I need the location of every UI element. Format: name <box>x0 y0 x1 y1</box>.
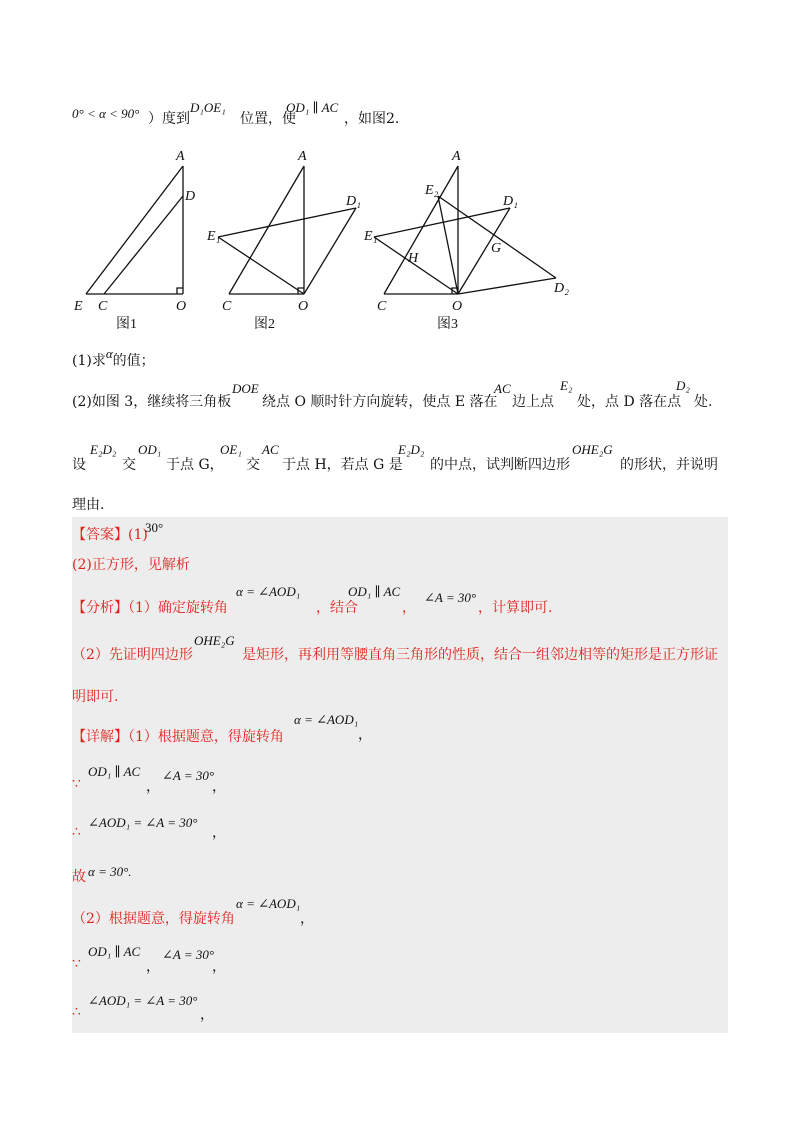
analysis-p2-b: 是矩形，再利用等腰直角三角形的性质，结合一组邻边相等的矩形是正方形证 <box>242 647 718 663</box>
detail-comma-7: ， <box>212 959 226 975</box>
figure-2-lines <box>218 166 356 294</box>
q2-l2-text-3: 于点 G， <box>166 457 224 473</box>
detail-label: 【详解】（1）根据题意，得旋转角 <box>72 729 284 745</box>
q2-d2: D₂ <box>676 378 690 393</box>
intro-text-2: 位置，使 <box>240 111 296 127</box>
analysis-label: 【分析】（1）确定旋转角 <box>72 600 228 616</box>
fig3-point-a: A <box>452 149 461 164</box>
detail-comma-4: ， <box>212 825 226 841</box>
q2-ac-2: AC <box>262 442 279 457</box>
fig3-point-d1: D₁ <box>503 194 518 209</box>
fig3-point-c: C <box>377 299 387 314</box>
fig2-point-o: O <box>298 299 309 314</box>
q2-l2-text-1: 设 <box>72 457 86 473</box>
parallel-condition: OD₁ ∥ AC <box>286 100 339 115</box>
detail-comma-2: ， <box>146 779 160 795</box>
detail-eq-7: OD₁ ∥ AC <box>88 944 141 959</box>
detail-eq-2: OD₁ ∥ AC <box>88 764 141 779</box>
q2-od1: OD₁ <box>138 442 162 457</box>
therefore-1: ∴ <box>72 824 81 840</box>
fig1-point-e: E <box>74 299 83 314</box>
analysis-text-2: ， <box>402 600 416 616</box>
fig2-point-d1: D₁ <box>346 194 361 209</box>
question-1 <box>72 346 155 370</box>
analysis-eq-2: OD₁ ∥ AC <box>348 584 401 599</box>
q2-l3-text: 理由. <box>72 497 105 513</box>
fig1-point-o: O <box>176 299 187 314</box>
q2-text-4: 处，点 D 落在点 <box>577 394 682 410</box>
fig1-point-c: C <box>98 299 108 314</box>
fig3-point-e2: E₂ <box>425 183 439 198</box>
q2-text-3: 边上点 <box>512 394 554 410</box>
fig2-point-e1: E₁ <box>207 229 221 244</box>
fig3-point-d2: D₂ <box>554 281 569 296</box>
fig2-point-a: A <box>298 149 307 164</box>
q2-triangle: DOE <box>232 381 259 396</box>
q2-l2-text-4: 交 <box>246 457 260 473</box>
fig3-point-g: G <box>491 241 502 256</box>
q2-e2: E₂ <box>560 378 573 393</box>
fig1-point-a: A <box>176 149 185 164</box>
q2-quad: OHE₂G <box>572 442 613 457</box>
analysis-text-1: ，结合 <box>316 600 358 616</box>
q2-oe1: OE₁ <box>220 442 242 457</box>
detail-eq-1: α = ∠AOD₁ <box>294 712 359 727</box>
detail-comma-3: ， <box>212 779 226 795</box>
rotated-triangle: D₁OE₁ <box>190 100 226 115</box>
detail-eq-4: ∠AOD₁ = ∠A = 30° <box>88 815 198 830</box>
fig3-caption: 图3 <box>437 317 458 332</box>
q2-e2d2-b: E₂D₂ <box>398 442 425 457</box>
geometry-figures <box>60 140 580 340</box>
q2-text-1: (2)如图 3，继续将三角板 <box>72 394 232 410</box>
figure-3-lines <box>374 166 556 294</box>
because-1: ∵ <box>72 776 81 792</box>
analysis-text-3: ，计算即可. <box>478 600 553 616</box>
intro-text-3: ，如图2. <box>344 111 400 127</box>
q2-l2-text-5: 于点 H，若点 G 是 <box>282 457 403 473</box>
detail-p2: （2）根据题意，得旋转角 <box>72 911 235 927</box>
q2-ac: AC <box>494 381 511 396</box>
q2-e2d2: E₂D₂ <box>90 442 117 457</box>
intro-text-1: ）度到 <box>148 111 190 127</box>
answer-label: 【答案】(1) <box>72 527 148 543</box>
fig1-caption: 图1 <box>116 317 137 332</box>
analysis-p2-a: （2）先证明四边形 <box>72 647 193 663</box>
fig2-caption: 图2 <box>254 317 275 332</box>
q1-prefix: (1)求 <box>72 353 106 369</box>
angle-condition: 0° < α < 90° <box>72 106 140 121</box>
fig3-point-o: O <box>452 299 463 314</box>
detail-gu: 故 <box>72 869 86 885</box>
q2-text-2: 绕点 O 顺时针方向旋转，使点 E 落在 <box>262 394 498 410</box>
q2-text-5: 处. <box>694 394 713 410</box>
analysis-eq-3: ∠A = 30° <box>424 590 477 605</box>
q1-suffix: 的值； <box>112 353 155 369</box>
fig2-point-c: C <box>222 299 232 314</box>
q2-l2-text-2: 交 <box>122 457 136 473</box>
fig1-point-d: D <box>185 189 196 204</box>
figure-1-lines <box>86 166 183 294</box>
therefore-2: ∴ <box>72 1004 81 1020</box>
answer-2: (2)正方形，见解析 <box>72 557 190 573</box>
q1-var: α <box>105 346 113 361</box>
answer-1-value: 30° <box>145 520 164 535</box>
analysis-p2-c: 明即可. <box>72 689 119 705</box>
detail-eq-9: ∠AOD₁ = ∠A = 30° <box>88 993 198 1008</box>
detail-comma-8: ， <box>200 1007 214 1023</box>
detail-eq-8: ∠A = 30° <box>162 947 215 962</box>
detail-comma-1: ， <box>358 727 372 743</box>
detail-eq-3: ∠A = 30° <box>162 768 215 783</box>
q2-l2-text-6: 的中点，试判断四边形 <box>430 457 570 473</box>
analysis-eq-1: α = ∠AOD₁ <box>236 584 301 599</box>
detail-eq-6: α = ∠AOD₁ <box>236 896 301 911</box>
q2-l2-text-7: 的形状，并说明 <box>620 457 718 473</box>
analysis-quad: OHE₂G <box>194 633 235 648</box>
fig3-point-e1: E₁ <box>364 229 378 244</box>
detail-comma-6: ， <box>146 959 160 975</box>
detail-comma-5: ， <box>300 911 314 927</box>
because-2: ∵ <box>72 956 81 972</box>
fig3-point-h: H <box>408 251 419 266</box>
detail-eq-5: α = 30°. <box>88 864 132 879</box>
